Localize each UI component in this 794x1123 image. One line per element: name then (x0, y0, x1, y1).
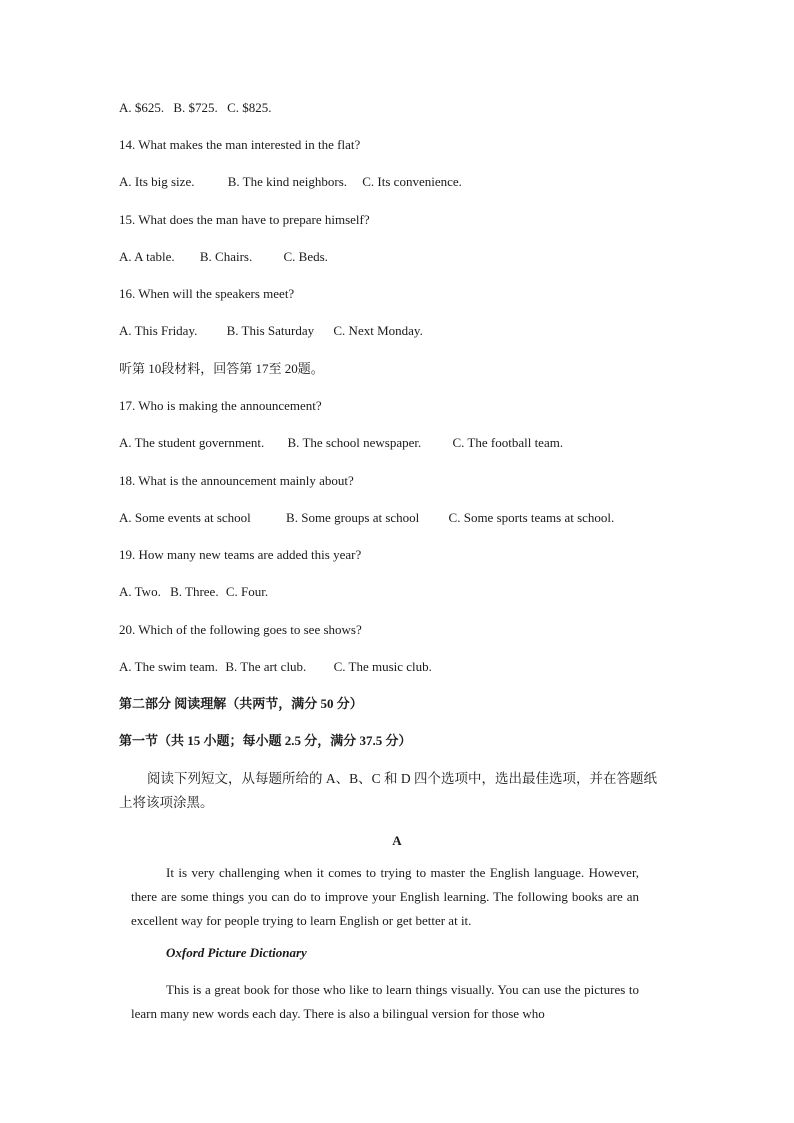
section10-instruction: 听第 10段材料，回答第 17至 20题。 (119, 361, 324, 376)
q17-option-a: A. The student government. (119, 435, 265, 450)
q17-options (119, 435, 563, 451)
q19-question: 19. How many new teams are added this year? (119, 547, 362, 562)
part2-heading: 第二部分 阅读理解（共两节，满分 50 分） (119, 696, 363, 711)
q15-options (119, 249, 328, 265)
q17-question: 17. Who is making the announcement? (119, 398, 322, 413)
q18-option-a: A. Some events at school (119, 510, 251, 525)
q20-options (119, 659, 432, 675)
q15-option-c: C. Beds. (283, 249, 328, 264)
q19-options (119, 584, 268, 600)
q14-question: 14. What makes the man interested in the flat? (119, 137, 361, 152)
q20-option-a: A. The swim team. (119, 659, 219, 674)
q15-question: 15. What does the man have to prepare himself? (119, 212, 370, 227)
passage-label: A (392, 833, 402, 848)
q20-option-c: C. The music club. (333, 659, 432, 674)
q17-option-c: C. The football team. (452, 435, 564, 450)
q16-options (119, 323, 423, 339)
q19-option-b: B. Three. (170, 584, 219, 599)
q17-option-b: B. The school newspaper. (287, 435, 422, 450)
q16-option-b: B. This Saturday (226, 323, 315, 338)
q20-option-b: B. The art club. (225, 659, 307, 674)
q18-options (119, 510, 614, 526)
q13-options (119, 100, 271, 116)
q19-option-c: C. Four. (225, 584, 269, 599)
passage-intro: It is very challenging when it comes to trying to master the English language. However, there are some things you can do to improve your English learning. The following books are an excellent way for people trying to learn English or get better at it. (131, 865, 639, 928)
q19-option-a: A. Two. (119, 584, 161, 599)
reading-instruction-line2: 上将该项涂黑。 (119, 795, 214, 810)
q14-option-c: C. Its convenience. (362, 174, 462, 189)
q14-options (119, 174, 462, 190)
reading-instruction-line1: 阅读下列短文，从每题所给的 A、B、C 和 D 四个选项中，选出最佳选项，并在答题纸 (147, 771, 658, 786)
q18-option-c: C. Some sports teams at school. (448, 510, 615, 525)
q16-option-a: A. This Friday. (119, 323, 198, 338)
q14-option-b: B. The kind neighbors. (227, 174, 347, 189)
q13-option-c: C. $825. (227, 100, 272, 115)
section1-heading: 第一节（共 15 小题；每小题 2.5 分，满分 37.5 分） (119, 733, 412, 748)
q18-question: 18. What is the announcement mainly about? (119, 473, 354, 488)
q16-question: 16. When will the speakers meet? (119, 286, 295, 301)
q16-option-c: C. Next Monday. (333, 323, 423, 338)
book1-title: Oxford Picture Dictionary (166, 945, 307, 960)
q14-option-a: A. Its big size. (119, 174, 195, 189)
q20-question: 20. Which of the following goes to see shows? (119, 622, 362, 637)
q13-option-b: B. $725. (173, 100, 218, 115)
book1-description: This is a great book for those who like to learn things visually. You can use the pictures to learn many new words each day. There is also a bilingual version for those who (131, 982, 639, 1021)
q15-option-a: A. A table. (119, 249, 175, 264)
q18-option-b: B. Some groups at school (286, 510, 420, 525)
q13-option-a: A. $625. (119, 100, 165, 115)
q15-option-b: B. Chairs. (199, 249, 253, 264)
